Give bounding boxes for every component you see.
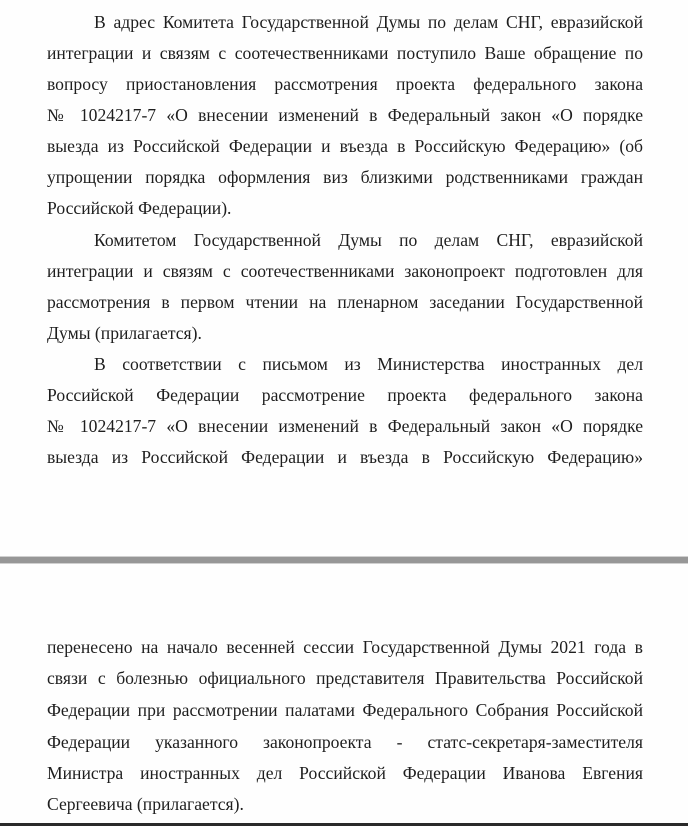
text-line: рассмотрения в первом чтении на пленарном заседании Государственной [47, 292, 643, 312]
text-line: выезда из Российской Федерации и въезда в Российскую Федерацию» (об [47, 136, 643, 156]
text-line: интеграции и связям с соотечественниками законопроект подготовлен для [47, 261, 643, 281]
text-line: связи с болезнью официального представителя Правительства Российской [47, 668, 643, 688]
text-line: № 1024217-7 «О внесении изменений в Федеральный закон «О порядке [47, 105, 643, 125]
document-page-2 [0, 564, 688, 824]
text-line: упрощении порядка оформления виз близкими родственниками граждан [47, 167, 643, 187]
text-line: № 1024217-7 «О внесении изменений в Федеральный закон «О порядке [47, 416, 643, 436]
text-line: интеграции и связям с соотечественниками поступило Ваше обращение по [47, 43, 643, 63]
text-line: выезда из Российской Федерации и въезда в Российскую Федерацию» [47, 447, 643, 467]
text-line: Сергеевича (прилагается). [47, 794, 244, 814]
page-separator [0, 556, 688, 564]
text-line: В адрес Комитета Государственной Думы по делам СНГ, евразийской [94, 12, 643, 32]
text-line: перенесено на начало весенней сессии Государственной Думы 2021 года в [47, 637, 643, 657]
text-line: Федерации при рассмотрении палатами Федерального Собрания Российской [47, 700, 643, 720]
text-line: В соответствии с письмом из Министерства иностранных дел [94, 354, 643, 374]
text-line: Российской Федерации рассмотрение проекта федерального закона [47, 385, 643, 405]
text-line: Комитетом Государственной Думы по делам СНГ, евразийской [94, 230, 643, 250]
text-line: Министра иностранных дел Российской Федерации Иванова Евгения [47, 763, 643, 783]
text-line: Федерации указанного законопроекта - статс-секретаря-заместителя [47, 732, 643, 752]
text-line: Российской Федерации). [47, 198, 232, 218]
text-line: вопросу приостановления рассмотрения проекта федерального закона [47, 74, 643, 94]
text-line: Думы (прилагается). [47, 323, 202, 343]
